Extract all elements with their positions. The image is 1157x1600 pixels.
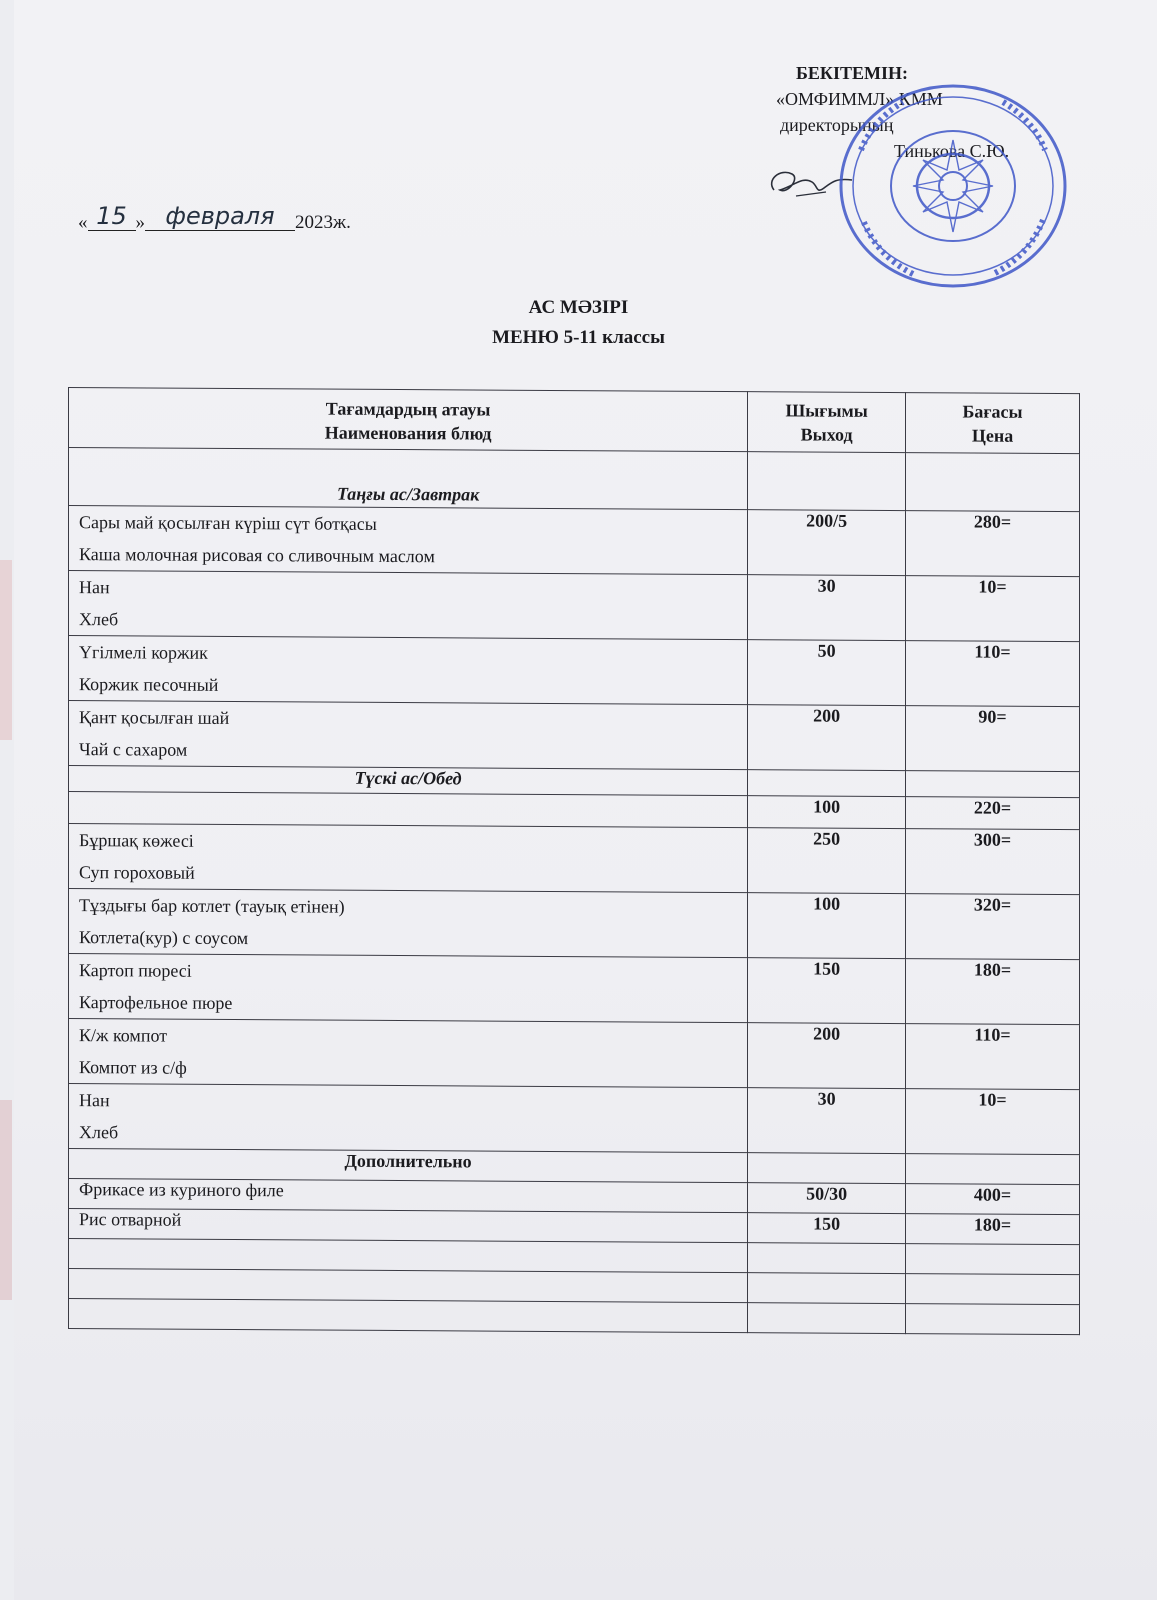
table-row: [69, 1084, 1080, 1155]
dish-price: 400=: [906, 1184, 1080, 1215]
empty-cell: [69, 1299, 748, 1333]
dish-yield: 50: [748, 640, 906, 706]
dish-name-cell: [69, 636, 748, 705]
dish-name-cell: [69, 506, 748, 575]
empty-cell: [748, 770, 906, 797]
approval-role: директорының: [780, 115, 894, 135]
dish-name-ru: Коржик песочный: [79, 674, 219, 695]
table-row: [69, 889, 1080, 960]
dish-price: 320=: [906, 894, 1080, 960]
header-yield-kz: Шығымы: [785, 399, 868, 421]
dish-name-cell: [69, 701, 748, 770]
empty-cell: [906, 453, 1080, 512]
empty-cell: [906, 1274, 1080, 1305]
empty-cell: [69, 1239, 748, 1273]
table-row: [69, 506, 1080, 577]
dish-name-cell: [69, 1084, 748, 1153]
dish-name-cell: [69, 571, 748, 640]
header-yield: [748, 392, 906, 453]
date-year: 2023ж.: [295, 212, 351, 233]
empty-cell: [69, 1269, 748, 1303]
empty-cell: [906, 1244, 1080, 1275]
section-lunch-label: Түскі ас/Обед: [69, 766, 748, 796]
section-breakfast-label: Таңғы ас/Завтрак: [69, 448, 748, 510]
dish-name-kz: К/ж компот: [79, 1025, 168, 1046]
approval-organization: «ОМФИММЛ» КММ: [776, 89, 943, 109]
header-dish-name-kz: Тағамдардың атауы: [325, 398, 491, 420]
dish-price: 90=: [906, 706, 1080, 772]
dish-price: 10=: [906, 1089, 1080, 1155]
dish-name-ru: Хлеб: [79, 1122, 119, 1143]
dish-yield: 250: [748, 828, 906, 894]
table-row: [69, 636, 1080, 707]
dish-price: 110=: [906, 1024, 1080, 1090]
menu-title-ru: МЕНЮ 5-11 классы: [492, 327, 665, 348]
dish-name: Фрикасе из куриного филе: [69, 1179, 748, 1213]
dish-name-kz: Бұршақ көжесі: [79, 830, 194, 851]
dish-yield: 100: [748, 796, 906, 829]
dish-yield: 150: [748, 958, 906, 1024]
dish-name-kz: Тұздығы бар котлет (тауық етінен): [79, 895, 345, 917]
date-month: февраля: [145, 202, 295, 231]
approval-director-name: Тинькова С.Ю.: [894, 141, 1010, 161]
empty-row: [69, 1299, 1080, 1335]
dish-yield: 150: [748, 1213, 906, 1244]
date-open-quote: «: [78, 212, 88, 233]
header-dish-name: [69, 388, 748, 452]
empty-cell: [748, 1153, 906, 1184]
table-row: [69, 824, 1080, 895]
header-dish-name-ru: Наименования блюд: [324, 422, 492, 444]
empty-cell: [906, 1154, 1080, 1185]
dish-name-cell: [69, 954, 748, 1023]
menu-table: [68, 387, 1080, 1335]
dish-yield: 200: [748, 705, 906, 771]
paper-edge-mark: [0, 1100, 12, 1300]
dish-price: 280=: [906, 511, 1080, 577]
section-extra-label: Дополнительно: [69, 1149, 748, 1183]
approval-block: [776, 60, 1076, 164]
dish-price: 180=: [906, 1214, 1080, 1245]
date-day: 15: [88, 202, 136, 231]
dish-yield: 100: [748, 893, 906, 959]
header-yield-ru: Выход: [800, 423, 853, 445]
approval-title: БЕКІТЕМІН:: [796, 63, 908, 83]
dish-yield: 30: [748, 575, 906, 641]
dish-name-ru: Картофельное пюре: [79, 992, 233, 1014]
dish-name-ru: Каша молочная рисовая со сливочным маслом: [79, 544, 435, 567]
dish-price: 220=: [906, 797, 1080, 830]
dish-yield: 30: [748, 1088, 906, 1154]
header-price: [906, 393, 1080, 454]
dish-name-kz: Нан: [79, 577, 110, 598]
section-row-breakfast: [69, 448, 1080, 512]
header-price-kz: Бағасы: [962, 400, 1023, 422]
empty-cell: [748, 1273, 906, 1304]
table-row: [69, 954, 1080, 1025]
header-price-ru: Цена: [971, 425, 1014, 446]
empty-cell: [906, 1304, 1080, 1335]
dish-yield: 200/5: [748, 510, 906, 576]
dish-name: Рис отварной: [69, 1209, 748, 1243]
director-signature: [766, 160, 856, 210]
empty-cell: [748, 452, 906, 511]
dish-name-ru: Чай с сахаром: [79, 739, 188, 760]
dish-name-kz: Нан: [79, 1090, 110, 1111]
dish-price: 110=: [906, 641, 1080, 707]
table-row: [69, 1019, 1080, 1090]
paper-edge-mark: [0, 560, 12, 740]
dish-name-ru: Суп гороховый: [79, 862, 195, 883]
dish-name-ru: Котлета(кур) с соусом: [79, 927, 249, 949]
dish-name-ru: Компот из с/ф: [79, 1057, 187, 1078]
table-header-row: [69, 388, 1080, 454]
empty-cell: [69, 792, 748, 828]
dish-name-kz: Картоп пюресі: [79, 960, 192, 981]
table-row: [69, 701, 1080, 772]
dish-name-cell: [69, 1019, 748, 1088]
date-close-quote: »: [135, 212, 145, 233]
dish-name-kz: Қант қосылған шай: [79, 707, 230, 728]
menu-title-kz: АС МӘЗІРІ: [528, 297, 629, 318]
empty-cell: [748, 1243, 906, 1274]
approval-date: [78, 202, 351, 235]
dish-price: 10=: [906, 576, 1080, 642]
dish-name-cell: [69, 889, 748, 958]
empty-cell: [748, 1303, 906, 1334]
dish-name-ru: Хлеб: [79, 609, 119, 630]
dish-name-kz: Үгілмелі коржик: [79, 642, 208, 663]
table-row: [69, 571, 1080, 642]
dish-price: 180=: [906, 959, 1080, 1025]
empty-cell: [906, 771, 1080, 798]
dish-yield: 200: [748, 1023, 906, 1089]
dish-yield: 50/30: [748, 1183, 906, 1214]
dish-price: 300=: [906, 829, 1080, 895]
dish-name-kz: Сары май қосылған күріш сүт ботқасы: [79, 512, 377, 534]
dish-name-cell: [69, 824, 748, 893]
